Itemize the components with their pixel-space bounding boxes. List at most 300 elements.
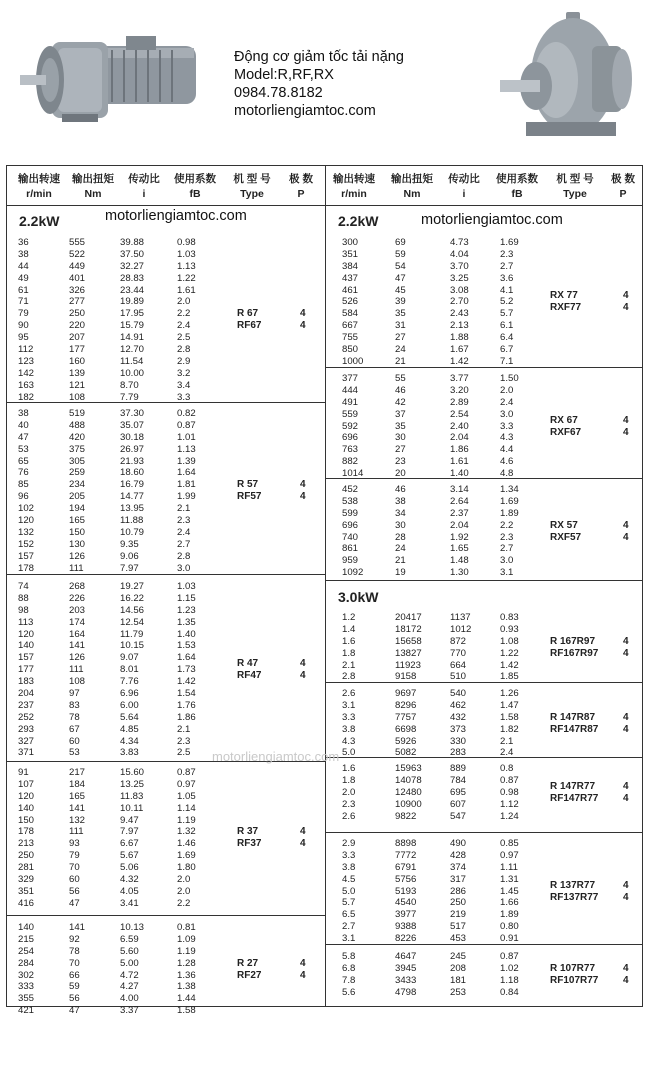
factor-cell: 0.8 (500, 763, 514, 774)
factor-cell: 0.87 (500, 774, 519, 786)
speed-cell: 300 (342, 237, 359, 248)
table-row (326, 811, 643, 823)
section-rows (326, 484, 643, 579)
torque-cell: 555 (69, 237, 86, 248)
torque-cell: 97 (69, 688, 80, 700)
torque-cell: 141 (69, 922, 86, 933)
table-row (7, 368, 325, 380)
ratio-cell: 1012 (450, 623, 472, 635)
power-rating: 2.2kW (338, 213, 379, 229)
pole-count-value: 4 (623, 647, 629, 659)
torque-cell: 69 (395, 237, 406, 248)
factor-cell: 1.47 (500, 699, 519, 711)
speed-cell: 293 (18, 723, 35, 735)
section-rows (326, 373, 643, 480)
table-row (7, 432, 325, 444)
ratio-cell: 1.40 (450, 468, 469, 480)
table-row (326, 409, 643, 421)
factor-cell: 1.64 (177, 652, 196, 664)
speed-cell: 1014 (342, 468, 364, 480)
pole-count-value: 4 (300, 838, 306, 850)
speed-cell: 252 (18, 711, 35, 723)
factor-cell: 1.23 (177, 604, 196, 616)
phone-number[interactable]: 0984.78.8182 (234, 85, 323, 101)
ratio-cell: 2.13 (450, 320, 469, 332)
speed-cell: 142 (18, 367, 35, 379)
speed-cell: 152 (18, 538, 35, 550)
factor-cell: 1.14 (177, 802, 196, 814)
table-section (326, 368, 643, 479)
model-type-label: R 67 (237, 308, 259, 320)
model-type-label: R 147R77 (550, 780, 596, 792)
ratio-cell: 286 (450, 885, 467, 897)
factor-cell: 1.66 (500, 897, 519, 909)
model-type-label: R 37 (237, 826, 259, 838)
website-link[interactable]: motorliengiamtoc.com (234, 103, 376, 119)
ratio-cell: 283 (450, 747, 467, 759)
ratio-cell: 330 (450, 735, 467, 747)
factor-cell: 2.4 (177, 526, 191, 538)
speed-cell: 3.3 (342, 849, 356, 861)
speed-cell: 355 (18, 993, 35, 1005)
torque-cell: 30 (395, 519, 406, 531)
table-section (7, 916, 325, 1031)
table-row (7, 285, 325, 297)
table-row (326, 385, 643, 397)
factor-cell: 1.13 (177, 443, 196, 455)
model-type (550, 290, 581, 314)
pole-count (623, 712, 629, 736)
torque-cell: 13827 (395, 647, 422, 659)
table-row (7, 356, 325, 368)
rx-gear-reducer-image (496, 6, 646, 141)
table-row (7, 563, 325, 575)
ratio-cell: 253 (450, 986, 467, 998)
torque-cell: 66 (69, 969, 80, 981)
pole-count-value: 4 (300, 670, 306, 682)
factor-cell: 1.34 (500, 484, 519, 495)
speed-cell: 2.7 (342, 921, 356, 933)
ratio-cell: 3.77 (450, 373, 469, 384)
pole-count (623, 781, 629, 805)
torque-cell: 47 (395, 272, 406, 284)
speed-cell: 740 (342, 531, 359, 543)
torque-cell: 24 (395, 344, 406, 356)
table-row (7, 237, 325, 249)
table-section (326, 758, 643, 833)
factor-cell: 1.58 (500, 711, 519, 723)
ratio-header: 传动比 i (448, 173, 480, 200)
ratio-cell: 2.70 (450, 296, 469, 308)
table-row (7, 700, 325, 712)
speed-cell: 71 (18, 296, 29, 308)
speed-cell: 113 (18, 616, 34, 628)
table-row (7, 479, 325, 491)
torque-cell: 165 (69, 790, 86, 802)
pole-count-value: 4 (300, 658, 306, 670)
speed-cell: 38 (18, 248, 29, 260)
pole-count-value: 4 (623, 711, 629, 723)
left-column-header (7, 166, 325, 206)
torque-cell: 11923 (395, 659, 421, 671)
factor-cell: 2.0 (500, 384, 514, 396)
table-row (7, 826, 325, 838)
ratio-cell: 3.41 (120, 897, 139, 909)
speed-cell: 85 (18, 479, 29, 491)
table-row (326, 285, 643, 297)
pole-count-value: 4 (623, 974, 629, 986)
model-type (550, 520, 581, 544)
speed-cell: 1.6 (342, 635, 356, 647)
torque-cell: 53 (69, 747, 80, 759)
speed-cell: 1.8 (342, 774, 356, 786)
table-row (326, 921, 643, 933)
ratio-cell: 12.54 (120, 616, 145, 628)
pole-count-value: 4 (623, 302, 629, 314)
torque-cell: 130 (69, 538, 86, 550)
factor-cell: 4.8 (500, 468, 514, 480)
torque-cell: 139 (69, 367, 86, 379)
factor-cell: 3.1 (500, 567, 514, 579)
factor-cell: 1.22 (500, 647, 519, 659)
torque-cell: 30 (395, 432, 406, 444)
ratio-cell: 453 (450, 933, 467, 945)
ratio-cell: 1.67 (450, 344, 469, 356)
torque-header: 输出扭矩 Nm (72, 173, 114, 200)
torque-cell: 93 (69, 838, 80, 850)
speed-cell: 7.8 (342, 974, 356, 986)
factor-cell: 2.3 (177, 515, 191, 527)
ratio-cell: 10.11 (120, 802, 144, 814)
torque-cell: 4798 (395, 986, 417, 998)
ratio-cell: 784 (450, 774, 467, 786)
table-row (7, 539, 325, 551)
torque-cell: 326 (69, 284, 86, 296)
torque-cell: 18172 (395, 623, 422, 635)
speed-cell: 76 (18, 467, 29, 479)
ratio-cell: 16.79 (120, 479, 145, 491)
factor-cell: 7.1 (500, 355, 514, 367)
torque-cell: 111 (69, 664, 84, 676)
table-row (7, 779, 325, 791)
torque-cell: 205 (69, 491, 86, 503)
speed-cell: 4.5 (342, 873, 356, 885)
torque-cell: 174 (69, 616, 86, 628)
ratio-cell: 770 (450, 647, 467, 659)
model-type-label: RF147R87 (550, 723, 599, 735)
table-row (326, 933, 643, 945)
factor-cell: 5.2 (500, 296, 514, 308)
factor-cell: 2.1 (177, 723, 191, 735)
pole-count (623, 963, 629, 987)
table-row (7, 803, 325, 815)
speed-cell: 584 (342, 308, 359, 320)
factor-cell: 3.4 (177, 379, 191, 391)
ratio-cell: 2.04 (450, 519, 469, 531)
factor-cell: 1.02 (500, 962, 519, 974)
right-column-header (326, 166, 643, 206)
pole-count (623, 636, 629, 660)
section-rows (326, 237, 643, 368)
section-rows (7, 922, 325, 1017)
table-row (7, 320, 325, 332)
factor-cell: 0.85 (500, 838, 519, 849)
factor-cell: 1.38 (177, 981, 196, 993)
torque-cell: 21 (395, 555, 406, 567)
ratio-cell: 37.30 (120, 408, 145, 419)
factor-cell: 3.0 (500, 555, 514, 567)
torque-cell: 21 (395, 355, 406, 367)
pole-count-value: 4 (300, 491, 306, 503)
torque-cell: 70 (69, 862, 80, 874)
factor-header: 使用系数 fB (496, 173, 538, 200)
ratio-cell: 11.83 (120, 790, 144, 802)
speed-cell: 377 (342, 373, 359, 384)
factor-cell: 2.8 (177, 344, 191, 356)
torque-cell: 42 (395, 396, 406, 408)
factor-cell: 1.54 (177, 688, 196, 700)
torque-cell: 35 (395, 420, 406, 432)
torque-cell: 207 (69, 332, 86, 344)
table-row (7, 308, 325, 320)
torque-cell: 121 (69, 379, 86, 391)
torque-header: 输出扭矩 Nm (391, 173, 433, 200)
ratio-cell: 4.34 (120, 735, 139, 747)
factor-cell: 1.09 (177, 933, 196, 945)
torque-cell: 19 (395, 567, 406, 579)
table-row (7, 503, 325, 515)
model-type (550, 415, 581, 439)
ratio-cell: 5.60 (120, 945, 139, 957)
table-row (326, 237, 643, 249)
ratio-cell: 3.25 (450, 272, 469, 284)
model-type (237, 958, 261, 982)
torque-cell: 8226 (395, 933, 417, 945)
table-row (7, 273, 325, 285)
factor-cell: 4.1 (500, 284, 514, 296)
factor-cell: 1.99 (177, 491, 196, 503)
table-section (7, 575, 325, 762)
table-row (326, 496, 643, 508)
factor-cell: 1.40 (177, 628, 196, 640)
torque-cell: 46 (395, 384, 406, 396)
speed-cell: 102 (18, 503, 35, 515)
torque-cell: 165 (69, 515, 86, 527)
table-row (7, 249, 325, 261)
speed-cell: 163 (18, 379, 35, 391)
factor-cell: 1.03 (177, 581, 196, 592)
ratio-cell: 2.04 (450, 432, 469, 444)
speed-cell: 1.6 (342, 763, 356, 774)
table-row (7, 898, 325, 910)
factor-cell: 1.89 (500, 507, 519, 519)
ratio-cell: 3.20 (450, 384, 469, 396)
ratio-cell: 11.88 (120, 515, 144, 527)
factor-cell: 1.85 (500, 671, 519, 683)
table-row (7, 712, 325, 724)
torque-cell: 83 (69, 699, 80, 711)
speed-cell: 250 (18, 850, 35, 862)
model-type (550, 712, 598, 736)
table-section (326, 207, 643, 368)
section-rows (7, 237, 325, 403)
speed-cell: 284 (18, 957, 35, 969)
factor-cell: 1.36 (177, 969, 196, 981)
factor-cell: 0.97 (500, 849, 519, 861)
table-row (326, 838, 643, 850)
table-row (7, 296, 325, 308)
speed-cell: 2.1 (342, 659, 356, 671)
speed-cell: 592 (342, 420, 359, 432)
ratio-cell: 18.60 (120, 467, 145, 479)
factor-cell: 2.0 (177, 296, 191, 308)
factor-cell: 2.1 (177, 503, 191, 515)
ratio-cell: 8.70 (120, 379, 139, 391)
torque-cell: 375 (69, 443, 86, 455)
ratio-cell: 1.88 (450, 332, 469, 344)
speed-cell: 444 (342, 384, 359, 396)
table-row (326, 432, 643, 444)
factor-cell: 1.26 (500, 688, 519, 699)
pole-count (300, 958, 306, 982)
speed-cell: 696 (342, 432, 359, 444)
factor-cell: 1.42 (177, 676, 196, 688)
model-type-label: RF37 (237, 838, 262, 850)
ratio-cell: 6.00 (120, 699, 139, 711)
ratio-cell: 9.06 (120, 550, 139, 562)
factor-cell: 1.11 (500, 861, 518, 873)
pole-count-value: 4 (623, 780, 629, 792)
torque-cell: 9158 (395, 671, 417, 683)
torque-cell: 8296 (395, 699, 417, 711)
speed-cell: 2.8 (342, 671, 356, 683)
table-row (7, 934, 325, 946)
torque-cell: 160 (69, 355, 86, 367)
torque-cell: 92 (69, 933, 80, 945)
ratio-cell: 12.70 (120, 344, 145, 356)
speed-header: 输出转速 r/min (333, 173, 375, 200)
table-row (326, 671, 643, 683)
table-row (7, 444, 325, 456)
pole-count-value: 4 (623, 792, 629, 804)
speed-cell: 40 (18, 419, 29, 431)
speed-cell: 2.6 (342, 810, 356, 822)
ratio-cell: 3.08 (450, 284, 469, 296)
speed-cell: 6.5 (342, 909, 356, 921)
speed-cell: 120 (18, 515, 35, 527)
speed-cell: 95 (18, 332, 29, 344)
ratio-cell: 17.95 (120, 308, 145, 320)
ratio-cell: 19.27 (120, 581, 145, 592)
factor-cell: 2.2 (500, 519, 514, 531)
pole-count-value: 4 (623, 531, 629, 543)
factor-cell: 6.1 (500, 320, 514, 332)
torque-cell: 108 (69, 676, 86, 688)
speed-cell: 79 (18, 308, 29, 320)
speed-cell: 437 (342, 272, 359, 284)
torque-cell: 194 (69, 503, 86, 515)
torque-cell: 37 (395, 408, 406, 420)
ratio-cell: 1.86 (450, 444, 469, 456)
torque-cell: 5193 (395, 885, 417, 897)
ratio-cell: 2.40 (450, 420, 469, 432)
factor-cell: 0.87 (177, 419, 196, 431)
ratio-cell: 10.79 (120, 526, 145, 538)
table-row (7, 886, 325, 898)
factor-cell: 0.98 (177, 237, 196, 248)
speed-cell: 329 (18, 874, 35, 886)
table-row (326, 421, 643, 433)
ratio-cell: 374 (450, 861, 467, 873)
torque-cell: 305 (69, 455, 86, 467)
ratio-cell: 5.67 (120, 850, 139, 862)
model-type (550, 636, 598, 660)
model-type-label: R 57 (237, 479, 259, 491)
model-type-label: RX 67 (550, 414, 578, 426)
speed-cell: 2.3 (342, 798, 356, 810)
model-type-label: RXF57 (550, 531, 582, 543)
speed-cell: 204 (18, 688, 35, 700)
ratio-cell: 428 (450, 849, 467, 861)
speed-cell: 178 (18, 562, 35, 574)
torque-cell: 217 (69, 767, 86, 778)
pole-count-value: 4 (623, 891, 629, 903)
speed-cell: 2.6 (342, 688, 356, 699)
ratio-cell: 13.25 (120, 778, 145, 790)
ratio-cell: 3.14 (450, 484, 469, 495)
speed-cell: 667 (342, 320, 359, 332)
model-type (550, 963, 598, 987)
speed-cell: 1.4 (342, 623, 356, 635)
ratio-cell: 7.76 (120, 676, 139, 688)
factor-cell: 1.31 (500, 873, 519, 885)
specification-table (6, 165, 643, 1017)
model-type-label: R 147R87 (550, 711, 596, 723)
speed-cell: 150 (18, 814, 35, 826)
torque-cell: 24 (395, 543, 406, 555)
speed-cell: 882 (342, 456, 359, 468)
pole-count-value: 4 (623, 635, 629, 647)
factor-cell: 1.42 (500, 659, 519, 671)
ratio-cell: 4.27 (120, 981, 139, 993)
factor-cell: 1.13 (177, 260, 196, 272)
speed-cell: 850 (342, 344, 359, 356)
pole-count-value: 4 (623, 962, 629, 974)
factor-cell: 1.73 (177, 664, 196, 676)
ratio-cell: 1.42 (450, 355, 469, 367)
torque-cell: 4647 (395, 951, 417, 962)
table-row (326, 567, 643, 579)
model-type-label: RX 57 (550, 519, 578, 531)
ratio-cell: 607 (450, 798, 467, 810)
table-row (7, 664, 325, 676)
model-type-label: RF137R77 (550, 891, 599, 903)
ratio-cell: 8.01 (120, 664, 139, 676)
factor-cell: 1.15 (177, 592, 196, 604)
table-row (326, 987, 643, 999)
torque-cell: 9822 (395, 810, 417, 822)
speed-cell: 107 (18, 778, 35, 790)
speed-cell: 281 (18, 862, 35, 874)
factor-cell: 2.7 (500, 260, 514, 272)
factor-cell: 1.28 (177, 957, 196, 969)
table-row (7, 605, 325, 617)
torque-cell: 70 (69, 957, 80, 969)
section-rows (7, 408, 325, 574)
table-row (7, 617, 325, 629)
factor-cell: 1.39 (177, 455, 196, 467)
torque-cell: 9697 (395, 688, 417, 699)
